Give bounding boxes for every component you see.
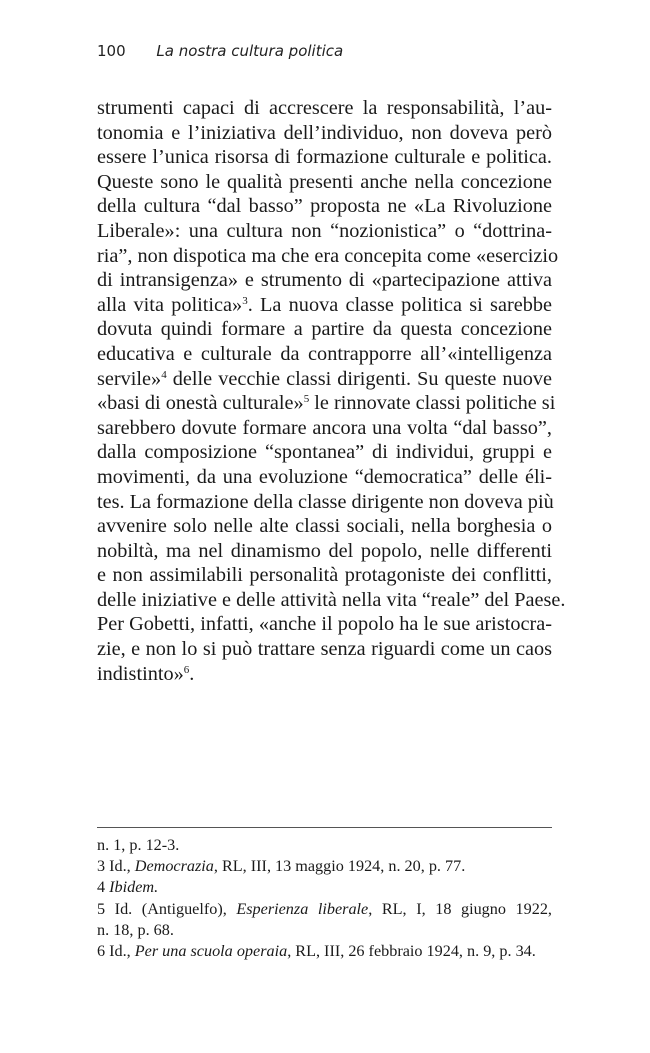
- footnote-3: [97, 856, 552, 877]
- text-line: delle iniziative e delle attività nella vita “reale” del Paese.: [97, 588, 566, 611]
- footnote-text: 5 Id. (Antiguelfo),: [97, 899, 237, 918]
- text-segment: servile»: [97, 367, 162, 390]
- text-line: strumenti capaci di accrescere la responsabilità, l’au-: [97, 97, 552, 119]
- text-line: Liberale»: una cultura non “nozionistica” o “dottrina-: [97, 219, 552, 242]
- cited-title: Per una scuola operaia: [134, 941, 288, 960]
- body-paragraph: [97, 96, 566, 686]
- text-segment: delle vecchie classi dirigenti. Su queste nuove: [166, 367, 552, 390]
- cited-title: Democrazia: [134, 857, 214, 876]
- text-line: movimenti, da una evoluzione “democratica” delle éli-: [97, 465, 552, 488]
- text-line: essere l’unica risorsa di formazione culturale e politica.: [97, 146, 552, 169]
- text-line: nobiltà, ma nel dinamismo del popolo, nelle differenti: [97, 539, 552, 562]
- text-line: tes. La formazione della classe dirigente non doveva più: [97, 490, 554, 513]
- footnote-5: [97, 899, 552, 920]
- footnotes: [97, 835, 552, 962]
- footnote-continuation: n. 1, p. 12-3.: [97, 836, 180, 854]
- cited-title: Esperienza liberale: [236, 899, 369, 918]
- footnote-marker: 4: [161, 368, 167, 381]
- footnote-text: , RL, I, 18 giugno 1922,: [368, 899, 552, 918]
- text-line: educativa e culturale da contrapporre all’«intelligenza: [97, 342, 552, 365]
- footnote-text: , RL, III, 13 maggio 1924, n. 20, p. 77.: [213, 857, 466, 876]
- footnote-text: , RL, III, 26 febbraio 1924, n. 9, p. 34.: [287, 941, 536, 960]
- footnote-4: [97, 877, 552, 898]
- text-line: e non assimilabili personalità protagoniste dei conflitti,: [97, 564, 552, 587]
- text-line: dalla composizione “spontanea” di individui, gruppi e: [97, 441, 552, 464]
- text-line: dovuta quindi formare a partire da questa concezione: [97, 318, 552, 341]
- text-line: della cultura “dal basso” proposta ne «La Rivoluzione: [97, 195, 552, 218]
- text-line: avvenire solo nelle alte classi sociali, nella borghesia o: [97, 515, 552, 538]
- text-segment: le rinnovate classi politiche si: [309, 392, 556, 415]
- footnote-marker: 6: [183, 663, 190, 676]
- footnote-marker: 3: [242, 294, 248, 307]
- text-line: zie, e non lo si può trattare senza riguardi come un caos: [97, 638, 552, 661]
- footnote-text: 3 Id.,: [97, 857, 135, 876]
- text-line: [97, 367, 552, 392]
- text-line: [97, 391, 556, 416]
- running-head: [97, 42, 343, 60]
- footnote-6: [97, 941, 552, 962]
- footnote-5-continuation: n. 18, p. 68.: [97, 920, 174, 939]
- page-number: 100: [97, 42, 126, 60]
- running-title: La nostra cultura politica: [156, 42, 344, 60]
- footnote-text: 4: [97, 878, 110, 897]
- text-line: Queste sono le qualità presenti anche nella concezione: [97, 170, 552, 193]
- footnote-text: 6 Id.,: [97, 941, 135, 960]
- text-segment: . La nuova classe politica si sarebbe: [247, 293, 552, 316]
- text-line: sarebbero dovute formare ancora una volta “dal basso”,: [97, 416, 552, 439]
- text-line: [97, 662, 552, 687]
- text-line: [97, 293, 552, 318]
- text-line: di intransigenza» e strumento di «partecipazione attiva: [97, 269, 552, 292]
- text-segment: .: [189, 662, 195, 685]
- footnote-marker: 5: [303, 393, 310, 406]
- footnote-rule: [97, 827, 552, 828]
- text-line: tonomia e l’iniziativa dell’individuo, non doveva però: [97, 121, 552, 144]
- text-segment: indistinto»: [97, 662, 184, 685]
- text-segment: alla vita politica»: [97, 293, 243, 316]
- cited-title: Ibidem.: [109, 878, 159, 897]
- text-segment: «basi di onestà culturale»: [97, 392, 304, 415]
- text-line: Per Gobetti, infatti, «anche il popolo ha le sue aristocra-: [97, 613, 552, 636]
- text-line: ria”, non dispotica ma che era concepita come «esercizio: [97, 244, 559, 267]
